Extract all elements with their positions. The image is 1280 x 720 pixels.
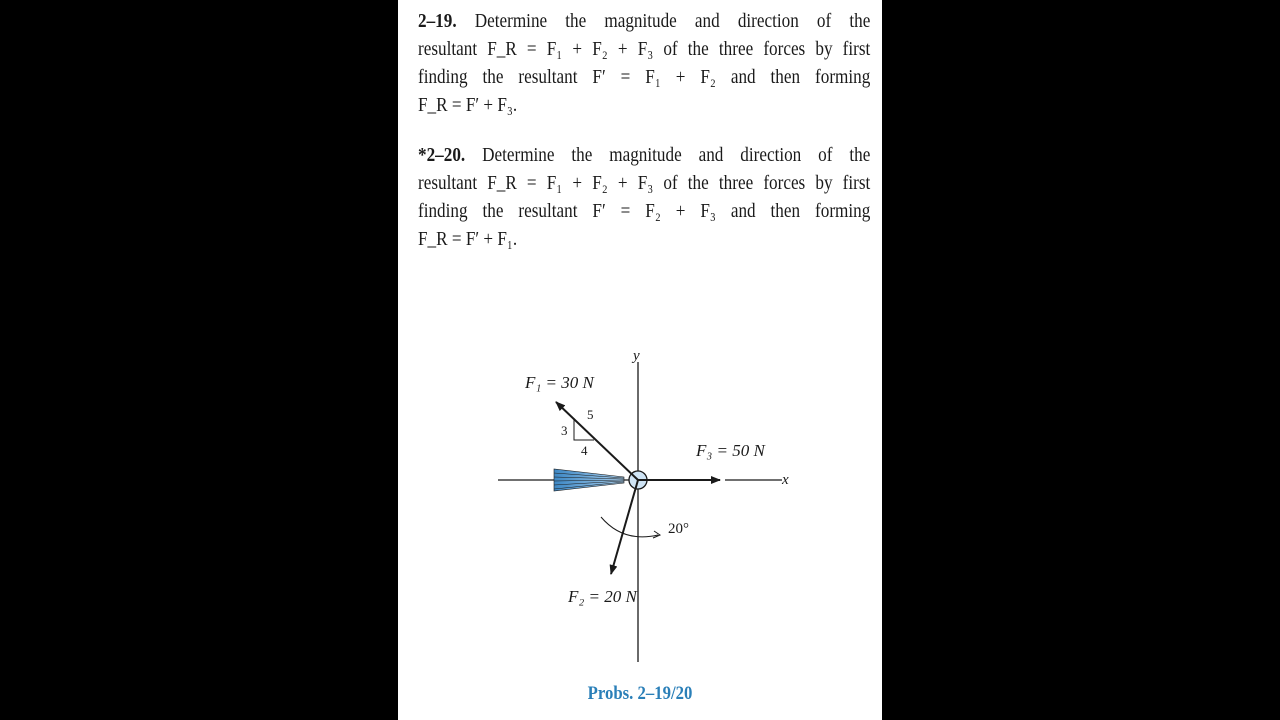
f1-label: F₁ = 30 N bbox=[525, 373, 594, 392]
f3-label: F₃ = 50 N bbox=[696, 441, 765, 460]
angle-label: 20° bbox=[668, 521, 689, 537]
figure-caption: Probs. 2–19/20 bbox=[587, 683, 693, 704]
problem-text-line-1: Determine the magnitude and direction of the bbox=[482, 145, 871, 166]
y-axis-label: y bbox=[633, 348, 640, 364]
angle-arc bbox=[601, 517, 658, 537]
textbook-page bbox=[398, 0, 882, 720]
problem-text-line-4: F_R = F′ + F₃. bbox=[418, 95, 518, 116]
problem-number: 2–19. bbox=[418, 11, 457, 32]
slope-rise: 3 bbox=[561, 423, 568, 438]
problem-text-line-4: F_R = F′ + F₁. bbox=[418, 229, 518, 250]
cable-bundle bbox=[554, 469, 624, 491]
problem-text-line-1: Determine the magnitude and direction of the bbox=[474, 11, 871, 32]
problem-number: *2–20. bbox=[418, 145, 466, 166]
f1-arrow bbox=[556, 402, 638, 480]
x-axis-label: x bbox=[782, 472, 789, 488]
problem-text-line-3: finding the resultant F′ = F₁ + F₂ and then forming bbox=[418, 67, 871, 88]
problem-2-19 bbox=[418, 8, 870, 120]
slope-hyp: 5 bbox=[587, 407, 594, 422]
problem-2-20 bbox=[418, 142, 870, 254]
force-diagram bbox=[398, 340, 882, 680]
slope-run: 4 bbox=[581, 443, 588, 458]
problem-text-line-2: resultant F_R = F₁ + F₂ + F₃ of the three forces by first bbox=[418, 39, 871, 60]
problem-text-line-3: finding the resultant F′ = F₂ + F₃ and then forming bbox=[418, 201, 871, 222]
f2-label: F₂ = 20 N bbox=[568, 587, 637, 606]
f2-arrow bbox=[611, 480, 638, 574]
problem-text-line-2: resultant F_R = F₁ + F₂ + F₃ of the three forces by first bbox=[418, 173, 871, 194]
